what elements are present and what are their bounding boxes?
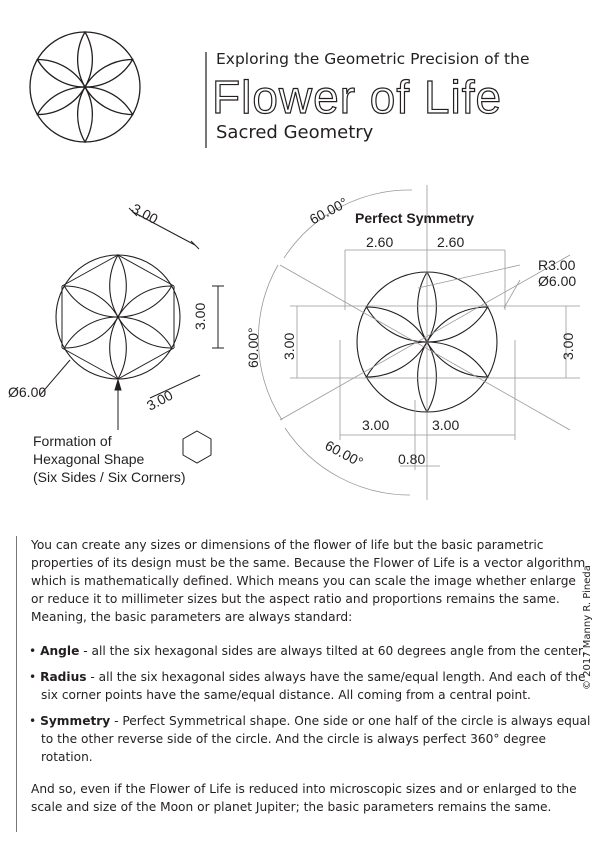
parameter-list <box>17 642 591 766</box>
dim-top-right: 2.60 <box>437 234 465 250</box>
petal <box>110 255 127 317</box>
angle-top: 60.00° <box>306 194 351 228</box>
subtitle: Exploring the Geometric Precision of the <box>216 50 530 68</box>
caption-line1: Formation of <box>33 433 112 449</box>
caption-line3: (Six Sides / Six Corners) <box>33 469 186 485</box>
body-text <box>16 536 591 832</box>
dim-left: 3.00 <box>281 332 297 360</box>
conclusion-paragraph: And so, even if the Flower of Life is reduced into microscopic sizes and or enlarged to the scale and size of the Moon or planet Jupiter; the basic parameters remains the same. <box>31 782 577 814</box>
left-dim-bottom: 3.00 <box>143 386 176 414</box>
left-flower-diagram <box>56 255 180 379</box>
intro-paragraph: You can create any sizes or dimensions of the flower of life but the basic parametric properties of its design must be the same. Because the Flower of Life is a vector algorithm which is mathematically defined. Which means you can scale the image whether enlarge or reduce it to millimeter sizes but the aspect ratio and proportions remains the same. Meaning, the basic parameters are always standard: <box>31 538 586 624</box>
bullet-term: Symmetry <box>40 714 111 728</box>
perfect-symmetry-title: Perfect Symmetry <box>355 210 475 226</box>
dim-bottom-right: 3.00 <box>432 417 460 433</box>
bullet-term: Radius <box>40 670 87 684</box>
dim-bottom-left: 3.00 <box>362 417 390 433</box>
left-diameter: Ø6.00 <box>8 384 47 400</box>
title-divider <box>205 52 207 148</box>
dim-top-left: 2.60 <box>366 234 394 250</box>
copyright: © 2017 Manny R. Pineda <box>582 565 593 690</box>
left-dimension-lines <box>40 208 224 463</box>
list-item: • Symmetry - Perfect Symmetrical shape. One side or one half of the circle is always equal to the other reverse side of the circle. And the circle is always perfect 360° degree rotation. <box>29 714 591 764</box>
tagline: Sacred Geometry <box>216 122 374 143</box>
angle-left: 60.00° <box>245 327 261 368</box>
list-item: • Radius - all the six hexagonal sides always have the same/equal length. And each of the six corner points have the same/equal distance. All coming from a central point. <box>29 670 586 702</box>
page-title: Flower of Life <box>212 71 503 123</box>
list-item: • Angle - all the six hexagonal sides are always tilted at 60 degrees angle from the center. <box>29 644 586 658</box>
bullet-term: Angle <box>40 644 80 658</box>
flower-of-life-logo <box>30 32 140 142</box>
bullet-text: - all the six hexagonal sides are always tilted at 60 degrees angle from the center. <box>79 644 586 658</box>
radius-label: R3.00 <box>538 257 576 273</box>
caption-line2: Hexagonal Shape <box>33 451 145 467</box>
bullet-text: - Perfect Symmetrical shape. One side or one half of the circle is always equal to the other reverse side of the circle. And the circle is always perfect 360° degree rotation. <box>41 714 591 764</box>
angle-bottom: 60.00° <box>322 437 366 471</box>
left-dim-top: 3.00 <box>129 200 161 228</box>
diameter-label: Ø6.00 <box>538 273 577 289</box>
petal <box>110 317 127 379</box>
bullet-text: - all the six hexagonal sides always have the same/equal length. And each of the six corner points have the same/equal distance. All coming from a central point. <box>41 670 586 702</box>
dim-center: 0.80 <box>398 451 426 467</box>
dim-right: 3.00 <box>560 332 576 360</box>
left-dim-right: 3.00 <box>192 302 208 330</box>
